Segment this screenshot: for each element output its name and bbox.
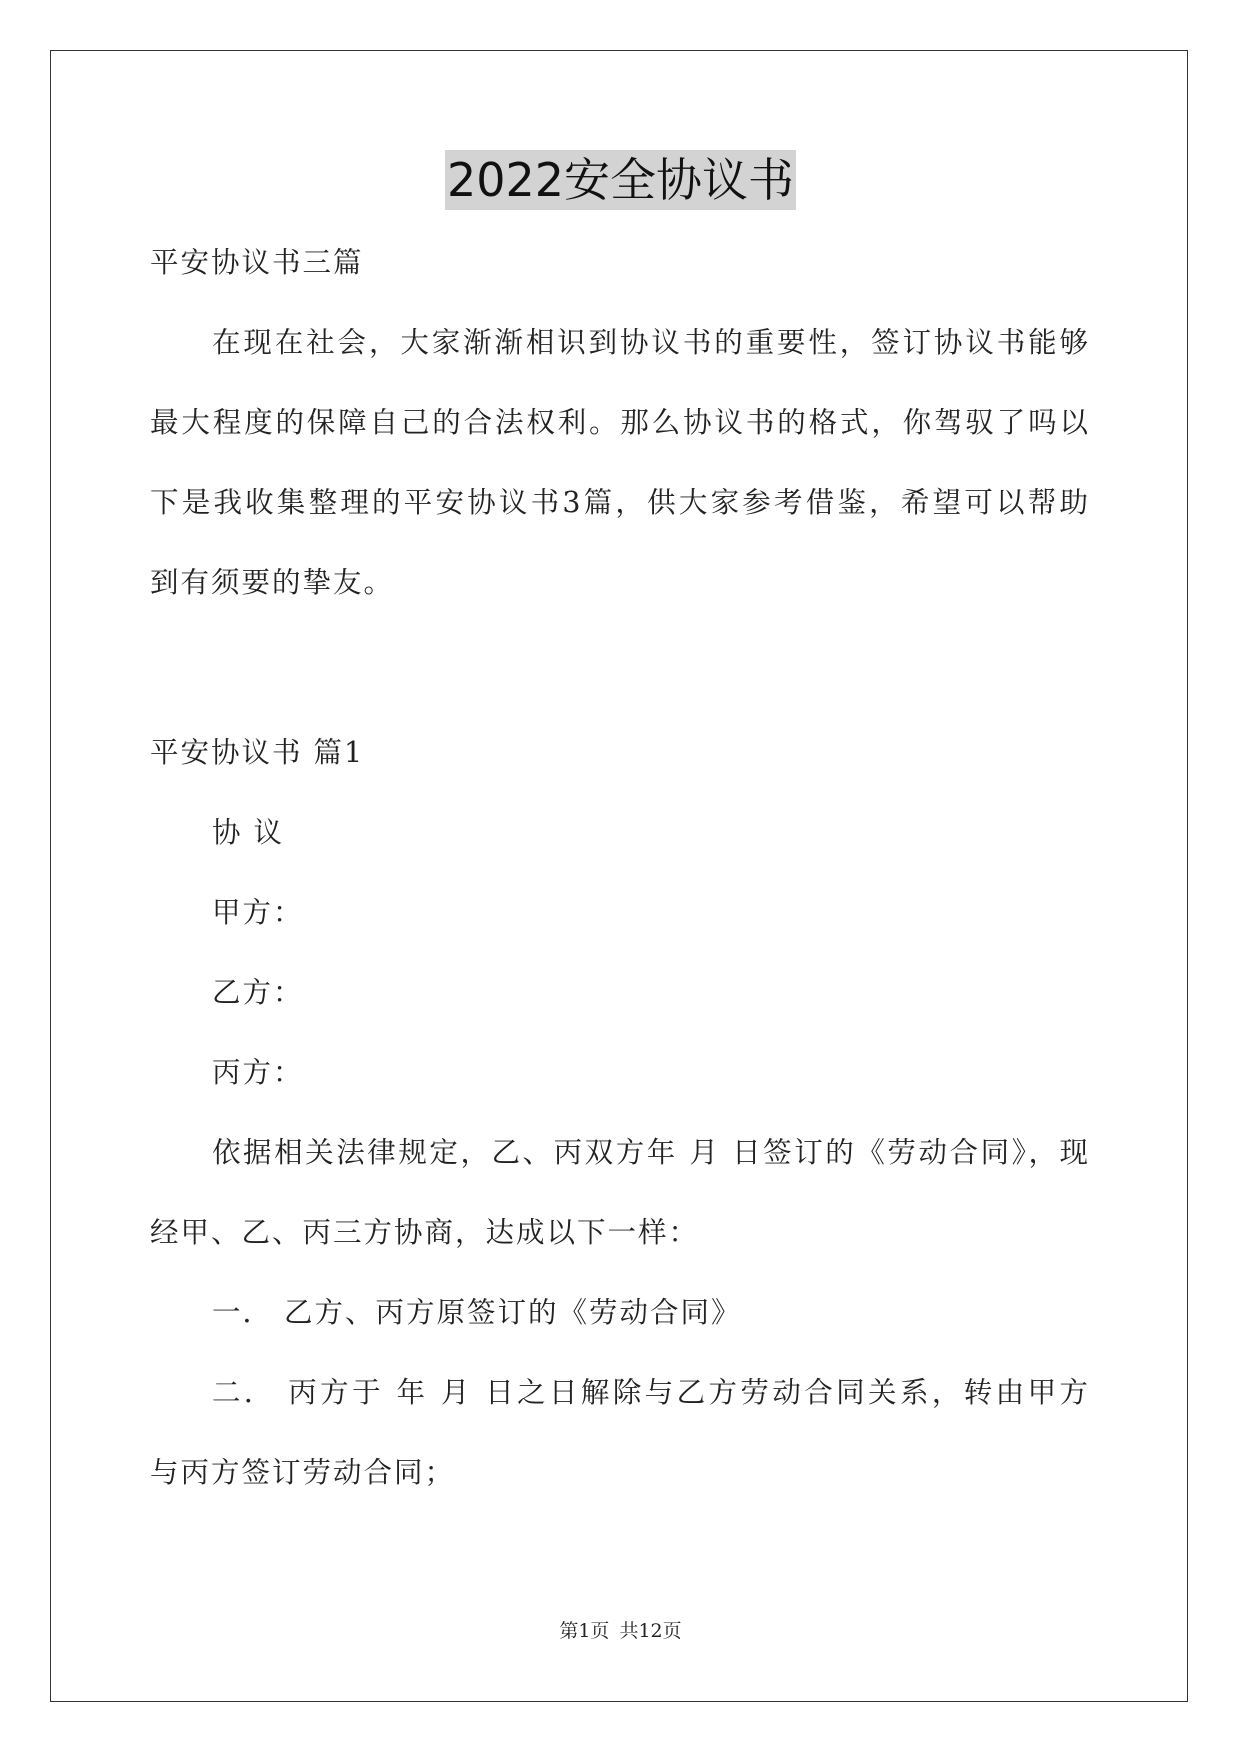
clause-item-2-line-2: 与丙方签订劳动合同； bbox=[150, 1456, 456, 1489]
title-container bbox=[0, 150, 1241, 210]
section-heading: 平安协议书 篇1 bbox=[150, 736, 365, 769]
clause-intro-line-2: 经甲、乙、丙三方协商，达成以下一样： bbox=[150, 1216, 700, 1249]
party-c-label: 丙方： bbox=[212, 1056, 304, 1089]
clause-item-1: 一． 乙方、丙方原签订的《劳动合同》 bbox=[212, 1296, 742, 1329]
agreement-label: 协 议 bbox=[212, 816, 285, 849]
intro-line-1: 在现在社会，大家渐渐相识到协议书的重要性，签订协议书能够 bbox=[212, 326, 1088, 359]
page-footer bbox=[0, 1616, 1241, 1643]
intro-line-4: 到有须要的挚友。 bbox=[150, 566, 395, 599]
clause-intro-line-1: 依据相关法律规定，乙、丙双方年 月 日签订的《劳动合同》，现 bbox=[212, 1136, 1088, 1169]
party-a-label: 甲方： bbox=[212, 896, 304, 929]
intro-line-2: 最大程度的保障自己的合法权利。那么协议书的格式，你驾驭了吗以 bbox=[150, 406, 1088, 439]
page-total: 共12页 bbox=[619, 1620, 682, 1642]
party-b-label: 乙方： bbox=[212, 976, 304, 1009]
clause-item-2-line-1: 二． 丙方于 年 月 日之日解除与乙方劳动合同关系，转由甲方 bbox=[212, 1376, 1088, 1409]
document-title: 2022安全协议书 bbox=[445, 150, 796, 210]
subtitle: 平安协议书三篇 bbox=[150, 246, 364, 279]
intro-line-3: 下是我收集整理的平安协议书3篇，供大家参考借鉴，希望可以帮助 bbox=[150, 486, 1088, 519]
page-number: 第1页 bbox=[559, 1620, 610, 1642]
